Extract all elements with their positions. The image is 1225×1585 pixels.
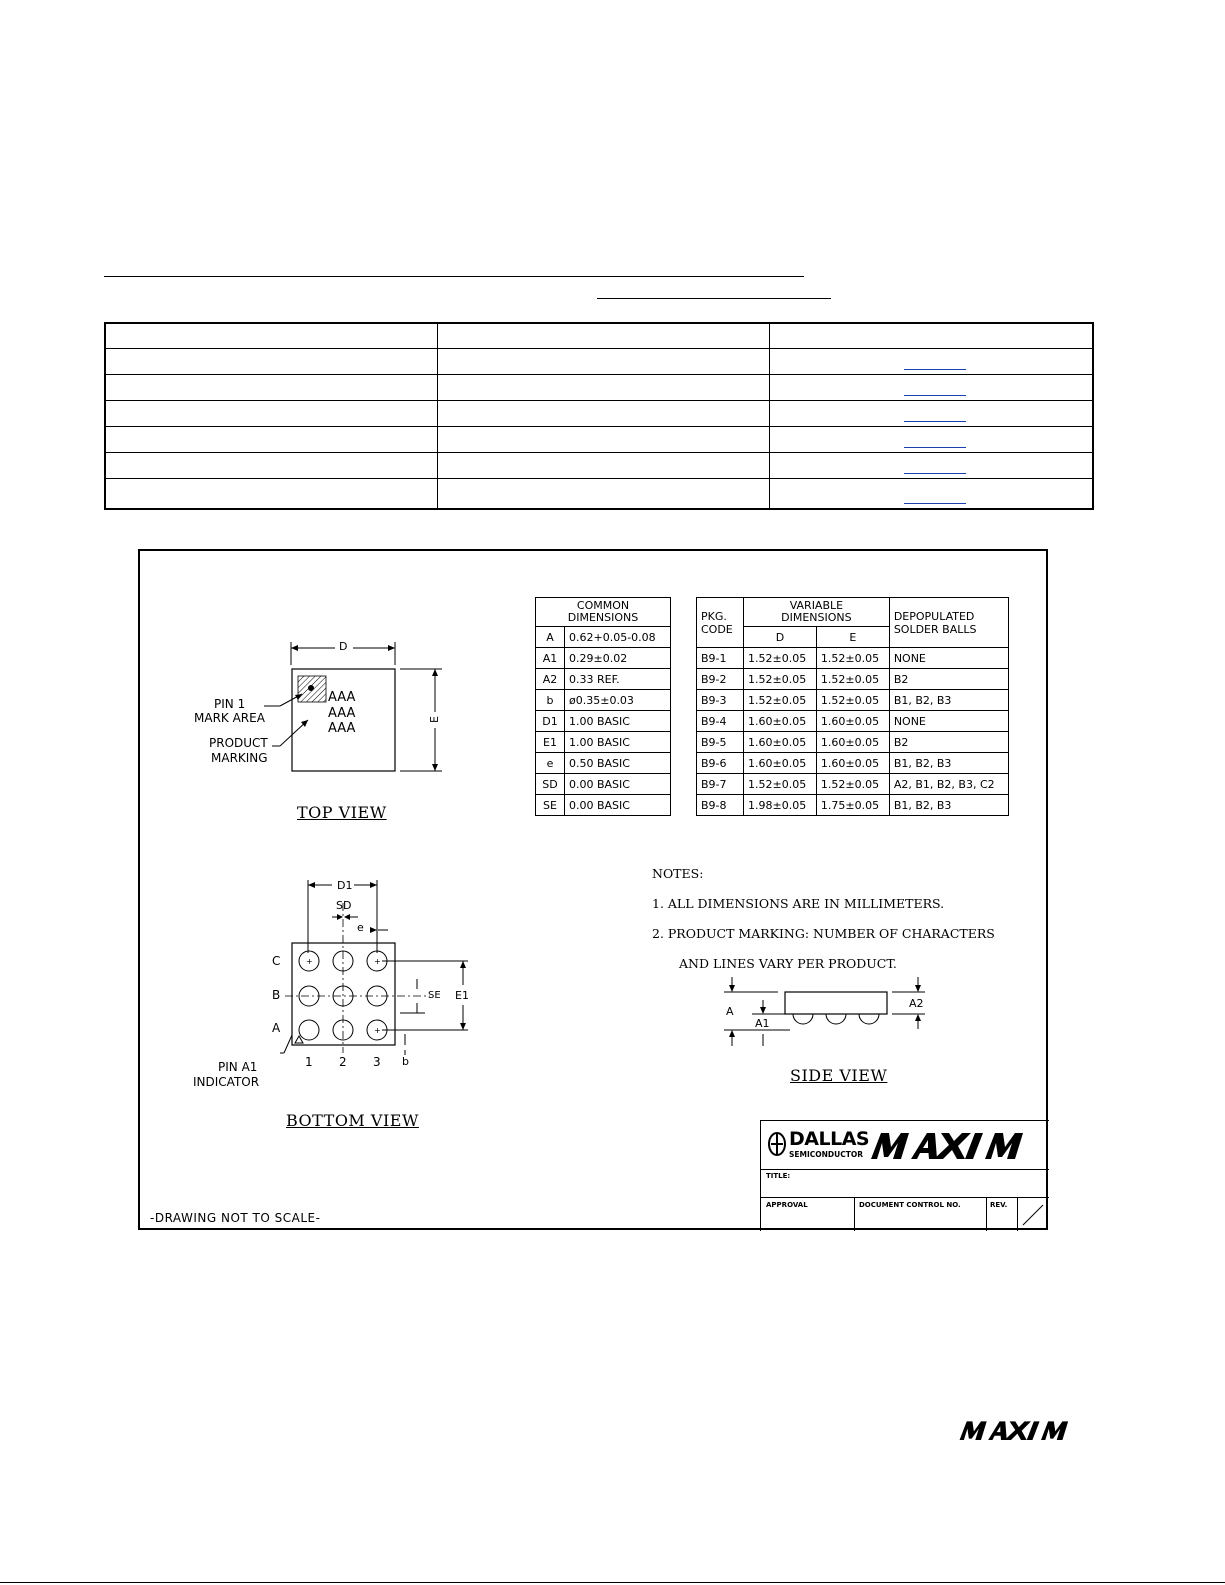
pkg-code-header-line1: PKG.	[701, 609, 727, 623]
table-row: D1 1.00 BASIC	[536, 711, 671, 732]
table-row: B9-4 1.60±0.05 1.60±0.05 NONE	[697, 711, 1009, 732]
package-info-table	[104, 322, 1094, 510]
pin-a1-label-line1: PIN A1	[218, 1060, 258, 1074]
bottom-view-drawing	[270, 875, 480, 1055]
notes-line-3: AND LINES VARY PER PRODUCT.	[679, 956, 897, 971]
table-row: B9-5 1.60±0.05 1.60±0.05 B2	[697, 732, 1009, 753]
header-rule-sub	[597, 298, 831, 299]
side-view-label: SIDE VIEW	[790, 1066, 888, 1085]
depop-header-line2: SOLDER BALLS	[893, 622, 977, 636]
table-row: A2 0.33 REF.	[536, 669, 671, 690]
common-header-line1: COMMON	[576, 599, 630, 612]
variable-header-line1: VARIABLE	[789, 599, 844, 612]
table-row: B9-7 1.52±0.05 1.52±0.05 A2, B1, B2, B3, C2	[697, 774, 1009, 795]
notes-title: NOTES:	[652, 866, 704, 881]
table-row: A1 0.29±0.02	[536, 648, 671, 669]
side-dim-a2-label: A2	[909, 997, 924, 1010]
document-link[interactable]	[904, 369, 966, 370]
common-header-line2: DIMENSIONS	[567, 611, 639, 624]
svg-text:+: +	[374, 1026, 381, 1035]
table-row	[105, 349, 1093, 375]
footer-rule	[0, 1582, 1225, 1583]
document-link[interactable]	[904, 503, 966, 504]
top-view-dim-e: E	[427, 716, 441, 723]
title-field-label: TITLE:	[766, 1172, 791, 1180]
maxim-footer-logo	[952, 1420, 1090, 1440]
pin1-label-line1: PIN 1	[214, 697, 246, 711]
table-row	[105, 427, 1093, 453]
doc-control-field-label: DOCUMENT CONTROL NO.	[859, 1201, 961, 1209]
svg-text:+: +	[374, 957, 381, 966]
row-label-b: B	[272, 988, 281, 1002]
table-row: SD 0.00 BASIC	[536, 774, 671, 795]
dim-se-label: SE	[428, 990, 441, 1001]
common-dimensions-table	[535, 597, 671, 816]
table-row	[105, 479, 1093, 509]
row-label-c: C	[272, 954, 281, 968]
table-row: b ø0.35±0.03	[536, 690, 671, 711]
document-link[interactable]	[904, 447, 966, 448]
top-view-label: TOP VIEW	[297, 803, 387, 822]
table-row: B9-6 1.60±0.05 1.60±0.05 B1, B2, B3	[697, 753, 1009, 774]
dim-b-label: b	[402, 1055, 409, 1068]
notes-line-2: 2. PRODUCT MARKING: NUMBER OF CHARACTERS	[652, 926, 995, 941]
table-header-row	[105, 323, 1093, 349]
table-row: B9-1 1.52±0.05 1.52±0.05 NONE	[697, 648, 1009, 669]
table-row: E1 1.00 BASIC	[536, 732, 671, 753]
table-row: B9-3 1.52±0.05 1.52±0.05 B1, B2, B3	[697, 690, 1009, 711]
marking-text-1: AAA	[328, 690, 356, 705]
table-row	[105, 375, 1093, 401]
pin1-label-line2: MARK AREA	[194, 711, 265, 725]
table-row: B9-2 1.52±0.05 1.52±0.05 B2	[697, 669, 1009, 690]
dim-d1-label: D1	[337, 879, 353, 892]
dim-e1-label: E1	[455, 989, 469, 1002]
variable-header-line2: DIMENSIONS	[781, 611, 852, 624]
dallas-logo-icon	[767, 1131, 787, 1157]
header-rule-top	[104, 276, 804, 277]
table-row	[105, 401, 1093, 427]
d-column-header: D	[744, 627, 817, 648]
semiconductor-wordmark: SEMICONDUCTOR	[789, 1150, 864, 1159]
title-block	[760, 1120, 1049, 1231]
side-view-drawing	[720, 972, 940, 1052]
document-link[interactable]	[904, 473, 966, 474]
col-label-3: 3	[373, 1055, 381, 1069]
variable-dimensions-table	[696, 597, 1009, 816]
e-column-header: E	[816, 627, 889, 648]
dim-sd-label: SD	[336, 899, 352, 912]
document-link[interactable]	[904, 421, 966, 422]
depop-header-line1: DEPOPULATED	[893, 609, 975, 623]
marking-text-2: AAA	[328, 706, 356, 721]
dim-e-label: e	[357, 921, 364, 934]
notes-line-1: 1. ALL DIMENSIONS ARE IN MILLIMETERS.	[652, 896, 945, 911]
side-dim-a1-label: A1	[755, 1017, 770, 1030]
dallas-wordmark: DALLAS	[789, 1128, 870, 1150]
product-marking-label-line1: PRODUCT	[209, 736, 268, 750]
drawing-scale-note: -DRAWING NOT TO SCALE-	[150, 1211, 321, 1225]
col-label-2: 2	[339, 1055, 347, 1069]
pin-a1-label-line2: INDICATOR	[193, 1075, 260, 1089]
rev-field-label: REV.	[990, 1201, 1008, 1209]
side-dim-a-label: A	[726, 1005, 734, 1018]
table-row: SE 0.00 BASIC	[536, 795, 671, 816]
table-row: e 0.50 BASIC	[536, 753, 671, 774]
table-row	[105, 453, 1093, 479]
top-view-dim-d: D	[339, 640, 348, 653]
svg-text:+: +	[306, 957, 313, 966]
product-marking-label-line2: MARKING	[211, 751, 268, 765]
maxim-logo	[871, 1131, 1043, 1159]
pkg-code-header-line2: CODE	[701, 622, 733, 636]
col-label-1: 1	[305, 1055, 313, 1069]
approval-field-label: APPROVAL	[766, 1201, 808, 1209]
marking-text-3: AAA	[328, 721, 356, 736]
drawing-notes	[652, 851, 995, 986]
table-row: A 0.62+0.05-0.08	[536, 627, 671, 648]
bottom-view-label: BOTTOM VIEW	[286, 1111, 419, 1130]
table-row: B9-8 1.98±0.05 1.75±0.05 B1, B2, B3	[697, 795, 1009, 816]
rev-slash	[1019, 1201, 1047, 1229]
document-link[interactable]	[904, 395, 966, 396]
row-label-a: A	[272, 1021, 281, 1035]
